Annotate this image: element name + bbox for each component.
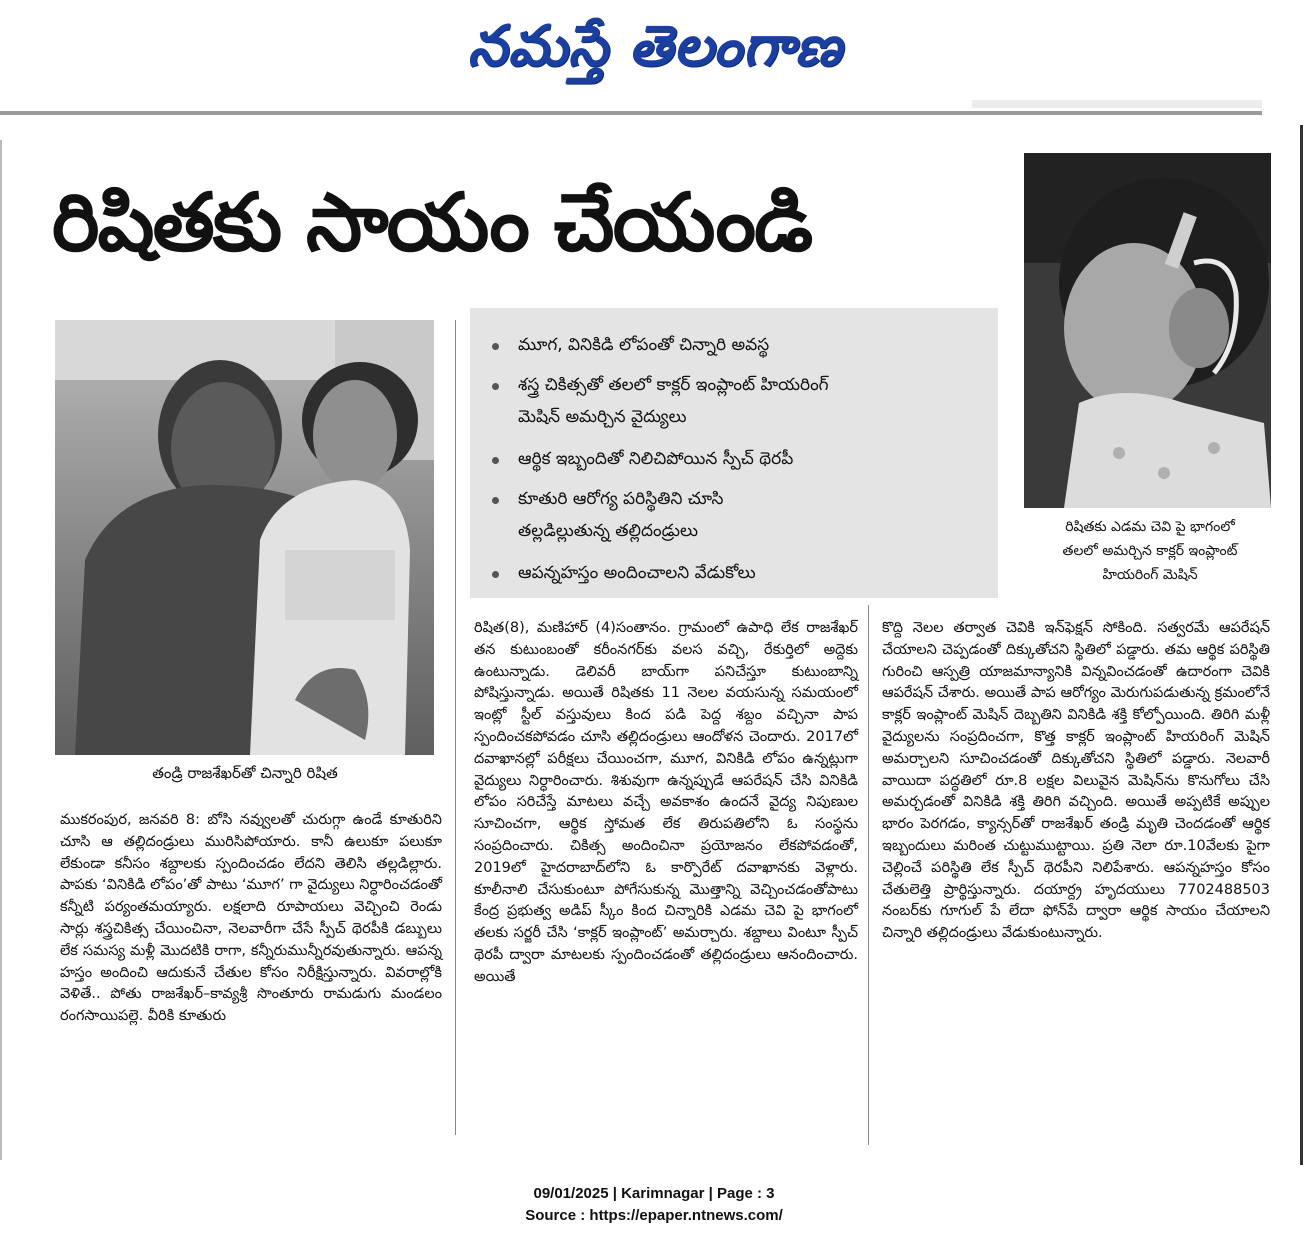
highlight-text-continued: తల్లడిల్లుతున్న తల్లిదండ్రులు [518,521,698,541]
masthead [0,0,1308,100]
newspaper-logo: నమస్తే తెలంగాణ [467,13,843,79]
highlights-box [470,308,998,598]
photo-father-daughter-image [55,320,434,755]
footer-source: Source : https://epaper.ntnews.com/ [525,1207,783,1224]
bullet-dot-icon [492,571,499,578]
photo-girl-implant-caption [1020,515,1280,587]
photo-father-daughter-caption: తండ్రి రాజశేఖర్‌తో చిన్నారి రిషిత [152,764,338,782]
article-column-3 [882,618,1270,945]
page-footer [0,1183,1308,1227]
bullet-dot-icon [492,457,499,464]
page-edge-left [0,140,2,1160]
highlight-text: మూగ, వినికిడి లోపంతో చిన్నారి అవస్థ [518,335,770,355]
article-column-1 [60,810,442,1028]
masthead-shade [972,100,1262,108]
masthead-rule [0,111,1262,115]
highlight-text: ఆపన్నహస్తం అందించాలని వేడుకోలు [518,563,756,583]
bullet-dot-icon [492,497,499,504]
article-headline: రిషితకు సాయం చేయండి [52,176,812,269]
article-column-1-text: ముకరంపుర, జనవరి 8: బోసి నవ్వులతో చురుగ్గా ఉండే కూతురిని చూసి ఆ తల్లిదండ్రులు మురిసిపోయారు. కానీ ఉలుకూ పలుకూ లేకుండా కనీసం శబ్దాలకు స్పందించడం లేదని తెలిసి తల్లడిల్లారు. పాపకు ‘వినికిడి లోపం’తో పాటు ‘మూగ’ గా వైద్యులు నిర్ధారించడంతో కన్నీటి పర్యంతమయ్యారు. లక్షలాది రూపాయలు వెచ్చించి రెండు సార్లు శస్త్రచికిత్స చేయించినా, నెలవారీగా చేసే స్పీచ్ థెరపీకి డబ్బులు లేక సమస్య మళ్లీ మొదటికి రాగా, కన్నీరుమున్నీరవుతున్నారు. ఆపన్న హస్తం అందించి ఆదుకునే చేతుల కోసం నిరీక్షిస్తున్నారు. వివరాల్లోకి వెళితే.. పోతు రాజశేఖర్–కావ్యశ్రీ సొంతూరు రామడుగు మండలం రంగసాయిపల్లె. వీరికి కూతురు [60,812,442,1025]
page-edge-right [1300,125,1303,1165]
bullet-dot-icon [492,383,499,390]
article-column-2-text: రిషిత(8), మణిహార్ (4)సంతానం. గ్రామంలో ఉపాధి లేక రాజశేఖర్ తన కుటుంబంతో కరీంనగర్‌కు వలస వచ్చి, రేకుర్తిలో అద్దెకు ఉంటున్నాడు. డెలివరీ బాయ్‌గా పనిచేస్తూ కుటుంబాన్ని పోషిస్తున్నాడు. అయితే రిషితకు 11 నెలల వయసున్న సమయంలో ఇంట్లో స్టీల్ వస్తువులు కింద పడి పెద్ద శబ్దం వచ్చినా పాప స్పందించకపోవడం చూసి తల్లిదండ్రులు ఆందోళన చెందారు. 2017లో దవాఖానల్లో పరీక్షలు చేయించగా, మూగ, వినికిడి లోపం ఉన్నట్లుగా వైద్యులు నిర్ధారించారు. శిశువుగా ఉన్నప్పుడే ఆపరేషన్ చేసి వినికిడి లోపం సరిచేస్తే మాటలు వచ్చే అవకాశం ఉందనే వైద్య నిపుణుల సూచించగా, ఆర్థిక స్తోమత లేక తిరుపతిలోని ఓ సంస్థను సంప్రదించారు. చికిత్స అందించినా ప్రయోజనం లేకపోవడంతో, 2019లో హైదరాబాద్‌లోని ఓ కార్పొరేట్ దవాఖానకు వెళ్లారు. కూలీనాలి చేసుకుంటూ పోగేసుకున్న మొత్తాన్ని వెచ్చించడంతోపాటు కేంద్ర ప్రభుత్వ అడిప్ స్కీం కింద చిన్నారికి ఎడమ చెవి పై భాగంలో తలకు సర్జరీ చేసి ‘కాక్లర్ ఇంప్లాంట్’ అమర్చారు. శబ్దాలు వింటూ స్పీచ్ థెరపీ ద్వారా మాటలకు స్పందించడంతో తల్లిదండ్రులు ఆనందించారు. అయితే [474,620,858,985]
highlight-text: కూతురి ఆరోగ్య పరిస్థితిని చూసి [518,489,724,509]
photo-father-daughter [55,320,434,755]
footer-date-edition: 09/01/2025 | Karimnagar | Page : 3 [533,1185,775,1202]
photo-girl-implant-image [1024,153,1271,508]
highlight-text: శస్త్ర చికిత్సతో తలలో కాక్లర్ ఇంప్లాంట్ హియరింగ్ [518,375,829,395]
bullet-dot-icon [492,343,499,350]
article-column-3-text: కొద్ది నెలల తర్వాత చెవికి ఇన్‌ఫెక్షన్ సోకింది. సత్వరమే ఆపరేషన్ చేయాలని చెప్పడంతో దిక్కుతోచని స్థితిలో పడ్డారు. తమ ఆర్థిక పరిస్థితి గురించి ఆస్పత్రి యాజమాన్యానికి విన్నవించడంతో ఉదారంగా చెవికి ఆపరేషన్ చేశారు. అయితే పాప ఆరోగ్యం మెరుగుపడుతున్న క్రమంలోనే కాక్లర్ ఇంప్లాంట్ మెషిన్ దెబ్బతిని వినికిడి శక్తి కోల్పోయింది. తిరిగి మళ్లీ వైద్యులను సంప్రదించగా, కొత్త కాక్లర్ ఇంప్లాంట్ హియరింగ్ మెషిన్ అమర్చాలని సూచించడంతో దిక్కుతోచని స్థితిలో పడ్డారు. నెలవారీ వాయిదా పద్ధతిలో రూ.8 లక్షల విలువైన మెషిన్‌ను కొనుగోలు చేసి అమర్చడంతో వినికిడి శక్తి తిరిగి వచ్చింది. అయితే అప్పటికే అప్పుల భారం పెరగడం, క్యాన్సర్‌తో రాజశేఖర్ తండ్రి మృతి చెందడంతో ఆర్థిక ఇబ్బందులు మరింత చుట్టుముట్టాయి. ప్రతి నెలా రూ.10వేలకు పైగా చెల్లించే పరిస్థితి లేక స్పీచ్ థెరపీని నిలిపేశారు. ఆపన్నహస్తం కోసం చేతులెత్తి ప్రార్థిస్తున్నారు. దయార్ద్ర హృదయులు 7702488503 నంబర్‌కు గూగుల్ పే లేదా ఫోన్‌పే ద్వారా ఆర్థిక సాయం చేయాలని చిన్నారి తల్లిదండ్రులు వేడుకుంటున్నారు. [882,620,1270,942]
highlight-text-continued: మెషిన్ అమర్చిన వైద్యులు [518,407,687,427]
highlight-text: ఆర్థిక ఇబ్బందితో నిలిచిపోయిన స్పీచ్ థెరపీ [518,449,794,469]
photo-girl-caption-line-2: తలలో అమర్చిన కాక్లర్ ఇంప్లాంట్ [1062,543,1238,559]
photo-girl-caption-line-3: హియరింగ్ మెషిన్ [1102,567,1198,583]
article-column-2 [474,618,858,989]
photo-girl-caption-line-1: రిషితకు ఎడమ చెవి పై భాగంలో [1065,519,1235,535]
photo-girl-implant [1024,153,1271,508]
column-divider [455,320,456,1135]
column-divider [868,605,869,1145]
